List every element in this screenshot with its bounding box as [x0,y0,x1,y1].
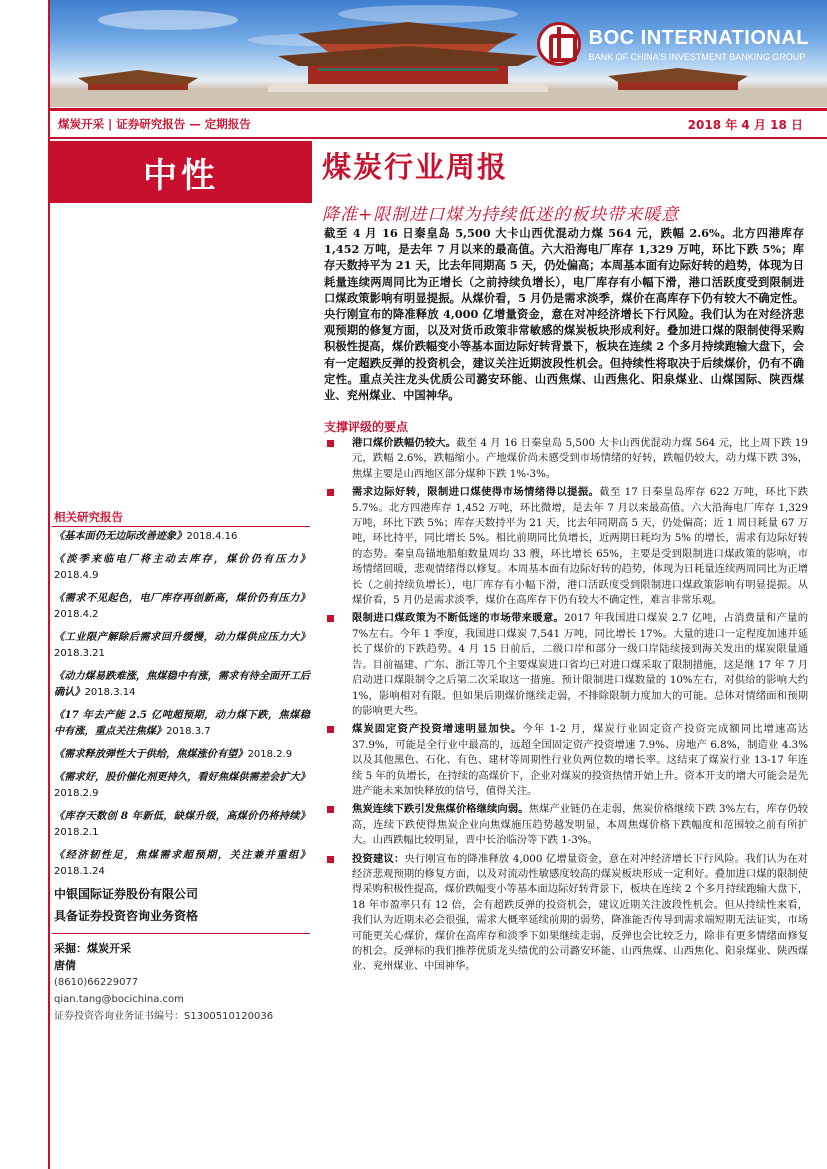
related-report-date: 2018.4.2 [54,609,99,620]
bullet-square-icon [327,489,334,496]
point-lead: 限制进口煤政策为不断低迷的市场带来暖意。 [352,612,565,625]
related-reports-rule [52,526,310,527]
analyst-email[interactable]: qian.tang@bocichina.com [54,994,184,1005]
related-report-date: 2018.4.9 [54,570,99,581]
brand-name: BOC INTERNATIONAL [588,26,809,49]
category-rule [48,137,827,139]
bullet-square-icon [327,726,334,733]
related-report-item[interactable] [54,746,310,763]
point-lead: 煤炭固定资产投资增速明显加快。 [352,723,523,736]
point-text: 今年 1-2 月，煤炭行业固定资产投资完成额同比增速高达 37.9%，可能是全行业中最高的，远超全国固定资产投资增速 7.9%、房地产 6.8%，制造业 4.3%以及其他黑色、石化、有色、建材等周期性行业负两位数的增长率。这结束了煤炭行业 13-17 年连续 5 年的负增长，在持续的高煤价下，企业对煤炭的投资热情开始上升。资本开支的增大可能会是先进产能未来加快释放的信号，值得关注。 [352,723,808,797]
list-item [324,485,808,608]
related-report-date: 2018.2.9 [247,749,293,760]
analyst-phone: (8610)66229077 [54,977,139,988]
header-rule [48,108,827,111]
related-report-title: 《经济韧性足，焦煤需求超预期，关注兼并重组》 [54,849,310,861]
report-date: 2018 年 4 月 18 日 [687,118,803,132]
list-item [324,722,808,799]
related-report-date: 2018.2.9 [54,788,99,799]
related-report-title: 《工业限产解除后需求回升缓慢，动力煤供应压力大》 [54,631,310,643]
list-item [324,436,808,482]
analyst-sector: 采掘：煤炭开采 [54,942,131,955]
point-text: 2017 年我国进口煤炭 2.7 亿吨，占消费量和产量的 7%左右。今年 1 季度，我国进口煤炭 7,541 万吨，同比增长 17%。大量的进口一定程度加速并延长了煤价的下跌趋势。4 月 15 日前后，二级口岸和部分一级口岸陆续接到海关发出的煤炭限量通告。目前福建、广东、浙江等几个主要煤炭进口省均已对进口煤采取了限制措施，这是继 17 年 7 月启动进口煤限制令之后第二次采取这一措施。预计限制进口煤数量的 10%左右，对供给的影响大约 1%，影响相对有限。但如果后期煤价继续走弱，不排除限制力度加大的可能。总体对情绪面和预期的影响更大些。 [352,612,808,717]
related-reports-list [54,528,310,886]
point-lead: 需求边际好转，限制进口煤使得市场情绪得以提振。 [352,486,600,499]
related-report-date: 2018.3.14 [84,687,136,698]
analyst-name: 唐倩 [54,959,76,972]
related-report-title: 《17 年去产能 2.5 亿吨超预期，动力煤下跌，焦煤稳中有涨，重点关注焦煤》 [54,709,310,737]
point-text: 央行刚宣布的降准释放 4,000 亿增量资金，意在对冲经济增长下行风险。我们认为在对经济悲观预期的修复方面，以及对流动性敏感度较高的煤炭板块形成一定利好。叠加进口煤的限制使得采购积极性提高，煤价跌幅变小等基本面边际好转背景下，板块在连续 2 个多月持续跑输大盘下，18 年市盈率只有 12 倍，会有超跌反弹的投资机会，建议近期关注波段性机会。但从持续性来看，我们认为近期未必会很强，需求大概率延续前期的弱势，降准能否传导到需求端短期无法证实，市场可能更关心煤价，煤价在高库存和淡季下如果继续走弱，反弹也会比较乏力，除非有更多情绪面修复的机会。反弹标的我们推荐优质龙头绩优的公司潞安环能、山西焦煤、山西焦化、阳泉煤业、陕西煤业、兖州煤业、中国神华。 [352,852,809,973]
bullet-square-icon [327,440,334,447]
report-category: 煤炭开采 | 证券研究报告 — 定期报告 [58,117,251,131]
related-reports-heading: 相关研究报告 [54,510,123,524]
related-report-item[interactable] [54,551,310,584]
report-title: 煤炭行业周报 [322,150,509,184]
company-qualification: 具备证券投资咨询业务资格 [54,909,199,923]
analyst-info [54,940,273,1025]
brand-tagline: BANK OF CHINA'S INVESTMENT BANKING GROUP [588,51,806,62]
related-report-date: 2018.3.7 [166,726,211,737]
bullet-square-icon [327,856,334,863]
related-report-title: 《需求释放弹性大于供给，焦煤涨价有望》 [54,748,248,760]
report-subtitle: 降准+限制进口煤为持续低迷的板块带来暖意 [322,205,680,225]
executive-summary: 截至 4 月 16 日秦皇岛 5,500 大卡山西优混动力煤 564 元，跌幅 2.6%。北方四港库存 1,452 万吨，是去年 7 月以来的最高值。六大沿海电厂库存 1,329 万吨，环比下跌 5%；库存天数持平为 21 天，比去年同期高 5 天，仍处偏高；本周基本面有边际好转的趋势，体现为日耗量连续两周同比为正增长（之前持续负增长），电厂库存有小幅下滑，港口活跃度受到限制进口煤政策影响有明显提振。从煤价看，5 月仍是需求淡季，煤价在高库存下仍有较大不确定性。央行刚宣布的降准释放 4,000 亿增量资金，意在对冲经济增长下行风险。我们认为在对经济悲观预期的修复方面，以及对货币政策非常敏感的煤炭板块形成利好。叠加进口煤的限制使得采购积极性提高，煤价跌幅变小等基本面边际好转背景下，板块在连续 2 个多月持续跑输大盘下，会有一定超跌反弹的投资机会，建议关注近期波段性机会。但持续性将取决于后续煤价，仍有不确定性。重点关注龙头优质公司潞安环能、山西焦煤、山西焦化、阳泉煤业、山煤国际、陕西煤业、兖州煤业、中国神华。 [324,226,804,403]
point-lead: 投资建议： [352,852,405,865]
company-rule [52,933,310,934]
boci-logo [537,22,809,66]
header-banner [48,0,827,107]
related-report-item[interactable] [54,590,310,623]
list-item [324,802,808,848]
support-points-list [324,436,808,978]
related-report-title: 《需求好，股价催化剂更持久，看好焦煤供需差会扩大》 [54,771,310,783]
related-report-date: 2018.4.16 [186,531,238,542]
list-item [324,852,808,975]
bank-of-china-emblem-icon [537,22,581,66]
related-report-item[interactable] [54,668,310,701]
related-report-title: 《需求不见起色，电厂库存再创新高，煤价仍有压力》 [54,592,310,604]
related-report-title: 《基本面仍无边际改善迹象》 [54,530,187,542]
related-report-item[interactable] [54,847,310,880]
list-item [324,611,808,719]
point-text: 焦煤产业链仍在走弱，焦炭价格继续下跌 3%左右，库存仍较高，连续下跌使得焦炭企业向焦煤施压趋势越发明显，本周焦煤价格下跌幅度和范围较之前有所扩大。山西跌幅比较明显，晋中长治临汾等下跌 1-3%。 [352,803,809,847]
analyst-license: 证券投资咨询业务证书编号：S1300510120036 [54,1011,274,1022]
point-lead: 港口煤价跌幅仍较大。 [352,437,457,449]
related-report-title: 《淡季来临电厂将主动去库存，煤价仍有压力》 [54,553,310,565]
related-report-item[interactable] [54,528,310,545]
related-report-date: 2018.3.21 [54,648,105,659]
related-report-item[interactable] [54,707,310,740]
bullet-square-icon [327,615,334,622]
point-text: 截至 17 日秦皇岛库存 622 万吨，环比下跌 5.7%。北方四港库存 1,452 万吨，环比微增，是去年 7 月以来最高值。六大沿海电厂库存 1,329 万吨，环比下跌 5%；库存天数持平为 21 天，比去年同期高 5 天，仍处偏高；近 1 周日耗量 67 万吨，环比持平，同比增长 5%。相比前期同比负增长，近两期日耗均为 5% 的增长，需求有边际好转的态势。秦皇岛锚地船舶数量周均 33 艘，环比增长 65%，主要是受到限制进口煤政策的影响，市场情绪回暖，悲观情绪得以修复。本周基本面有边际好转的趋势，体现为日耗量连续两周同比为正增长（之前持续负增长），电厂库存有小幅下滑，港口活跃度受到限制进口煤政策影响有明显提振。从煤价看，5 月仍是需求淡季，煤价在高库存下仍有较大不确定性，难言非常乐观。 [352,486,809,607]
related-report-item[interactable] [54,808,310,841]
point-lead: 焦炭连续下跌引发焦煤价格继续向弱。 [352,803,529,816]
related-report-item[interactable] [54,629,310,662]
bullet-square-icon [327,806,334,813]
company-name: 中银国际证券股份有限公司 [54,887,199,901]
support-points-heading: 支撑评级的要点 [324,420,409,434]
related-report-date: 2018.1.24 [54,866,105,877]
related-report-title: 《动力煤易跌难涨，焦煤稳中有涨，需求有待全面开工后确认》 [54,670,310,698]
point-text: 截至 4 月 16 日秦皇岛 5,500 大卡山西优混动力煤 564 元，比上周下跌 19 元，跌幅 2.6%，跌幅缩小。产地煤价尚未感受到市场情绪的好转，跌幅仍较大，动力煤下跌 3%，焦煤主要是山西地区部分煤种下跌 1%-3%。 [352,437,808,480]
company-info [54,883,198,927]
related-report-title: 《库存天数创 8 年新低，缺煤升级，高煤价仍将持续》 [54,810,310,822]
related-report-date: 2018.2.1 [54,827,99,838]
rating-badge: 中性 [50,141,312,203]
related-report-item[interactable] [54,769,310,802]
